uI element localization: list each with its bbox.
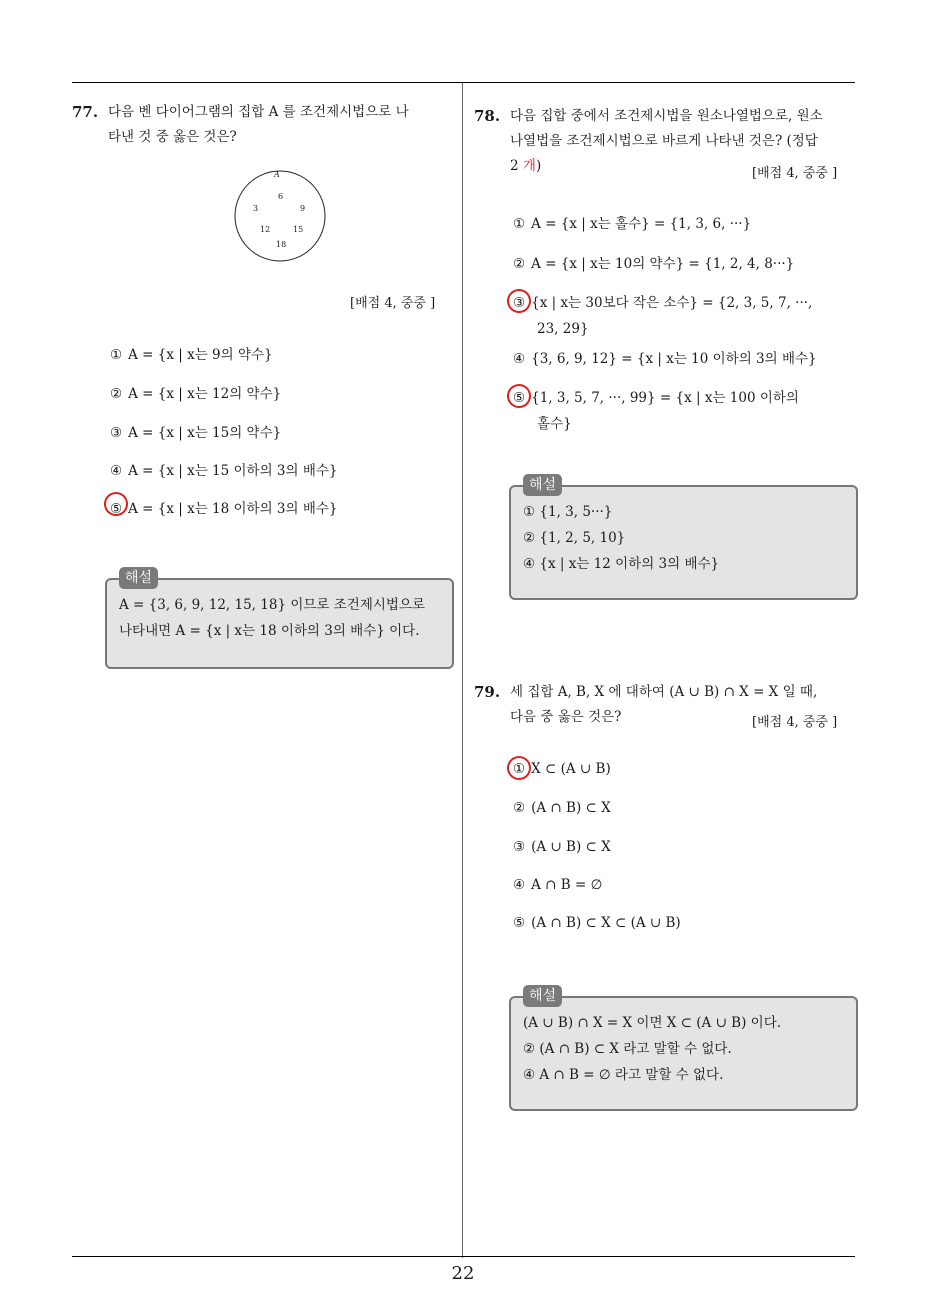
venn-element: 18 bbox=[276, 240, 287, 249]
question-text-line: 타낸 것 중 옳은 것은? bbox=[108, 129, 237, 145]
answer-circle-mark bbox=[101, 489, 132, 520]
choice-mark: ④ bbox=[513, 877, 526, 893]
choice-mark: ① bbox=[110, 347, 123, 363]
score-label: [배점 4, 중중 ] bbox=[752, 715, 838, 730]
choice-text: (A ∪ B) ⊂ X bbox=[531, 839, 611, 855]
choice-text: A = {x | x는 홀수} = {1, 3, 6, ···} bbox=[531, 216, 752, 232]
question-text-line: 나열법을 조건제시법으로 바르게 나타낸 것은? (정답 bbox=[510, 133, 818, 149]
explanation-line: ② (A ∩ B) ⊂ X 라고 말할 수 없다. bbox=[523, 1041, 732, 1057]
choice-mark: ③ bbox=[513, 295, 526, 311]
question-77 bbox=[72, 100, 453, 150]
venn-diagram bbox=[232, 168, 328, 264]
choice-3[interactable] bbox=[110, 421, 281, 441]
venn-set-label: A bbox=[274, 170, 280, 179]
choice-text: (A ∩ B) ⊂ X bbox=[531, 800, 611, 816]
question-text-line: 다음 중 옳은 것은? bbox=[510, 709, 622, 725]
choice-text: A ∩ B = ∅ bbox=[531, 877, 603, 893]
choice-mark: ④ bbox=[513, 351, 526, 367]
explanation-tag: 해설 bbox=[523, 985, 562, 1007]
choice-2[interactable] bbox=[513, 252, 794, 272]
explanation-line: (A ∪ B) ∩ X = X 이면 X ⊂ (A ∪ B) 이다. bbox=[523, 1015, 782, 1031]
choice-text: {3, 6, 9, 12} = {x | x는 10 이하의 3의 배수} bbox=[531, 351, 817, 367]
choice-text: (A ∩ B) ⊂ X ⊂ (A ∪ B) bbox=[531, 915, 681, 931]
choice-text: {1, 3, 5, 7, ···, 99} = {x | x는 100 이하의 bbox=[531, 390, 799, 406]
choice-5[interactable] bbox=[513, 915, 681, 931]
explanation-box bbox=[509, 477, 858, 600]
choice-mark: ① bbox=[513, 761, 526, 777]
question-77-stem bbox=[72, 100, 453, 150]
choice-mark: ① bbox=[513, 216, 526, 232]
choice-text: A = {x | x는 18 이하의 3의 배수} bbox=[128, 501, 338, 517]
choice-mark: ② bbox=[513, 256, 526, 272]
answer-circle-mark bbox=[504, 753, 535, 784]
explanation-line: ④ {x | x는 12 이하의 3의 배수} bbox=[523, 556, 720, 572]
question-text-fragment: ) bbox=[535, 158, 542, 174]
score-label: [배점 4, 중중 ] bbox=[752, 166, 838, 181]
explanation-tag: 해설 bbox=[119, 567, 158, 589]
question-text-line: 세 집합 A, B, X 에 대하여 (A ∪ B) ∩ X = X 일 때, bbox=[510, 684, 818, 700]
choice-mark: ④ bbox=[110, 463, 123, 479]
choice-text: {x | x는 30보다 작은 소수} = {2, 3, 5, 7, ···, bbox=[531, 295, 813, 311]
bottom-rule bbox=[72, 1256, 855, 1257]
choice-text: A = {x | x는 10의 약수} = {1, 2, 4, 8···} bbox=[531, 256, 795, 272]
venn-element: 3 bbox=[253, 204, 259, 213]
choice-3[interactable] bbox=[513, 839, 611, 855]
choice-mark: ③ bbox=[110, 425, 123, 441]
explanation-line: 나타내면 A = {x | x는 18 이하의 3의 배수} 이다. bbox=[119, 623, 420, 639]
choice-text-continued: 23, 29} bbox=[537, 321, 589, 337]
answer-count-highlight: 개 bbox=[522, 158, 536, 174]
choice-mark: ⑤ bbox=[513, 915, 526, 931]
choice-3[interactable] bbox=[513, 290, 812, 342]
explanation-line: ① {1, 3, 5···} bbox=[523, 504, 613, 520]
page-number: 22 bbox=[451, 1263, 475, 1284]
choice-2[interactable] bbox=[513, 800, 611, 816]
question-text-line: 다음 집합 중에서 조건제시법을 원소나열법으로, 원소 bbox=[510, 108, 823, 124]
explanation-line: ② {1, 2, 5, 10} bbox=[523, 530, 626, 546]
score-label: [배점 4, 중중 ] bbox=[350, 296, 436, 311]
choice-text: A = {x | x는 15의 약수} bbox=[128, 425, 282, 441]
choice-1[interactable] bbox=[513, 761, 611, 777]
question-text-line: 다음 벤 다이어그램의 집합 A 를 조건제시법으로 나 bbox=[108, 104, 409, 120]
choice-mark: ② bbox=[110, 386, 123, 402]
choice-1[interactable] bbox=[110, 343, 273, 363]
choice-2[interactable] bbox=[110, 382, 281, 402]
choice-5[interactable] bbox=[110, 497, 338, 517]
choice-4[interactable] bbox=[110, 459, 338, 479]
choice-text: A = {x | x는 12의 약수} bbox=[128, 386, 282, 402]
choice-text: X ⊂ (A ∪ B) bbox=[531, 761, 611, 777]
top-rule bbox=[72, 82, 855, 83]
choice-1[interactable] bbox=[513, 212, 751, 232]
explanation-box bbox=[105, 570, 454, 669]
choice-text: A = {x | x는 15 이하의 3의 배수} bbox=[128, 463, 338, 479]
explanation-line: ④ A ∩ B = ∅ 라고 말할 수 없다. bbox=[523, 1067, 724, 1083]
explanation-tag: 해설 bbox=[523, 474, 562, 496]
question-text-fragment: 2 bbox=[510, 158, 523, 174]
question-number: 79. bbox=[474, 683, 501, 701]
answer-circle-mark bbox=[504, 381, 535, 412]
venn-element: 6 bbox=[278, 192, 284, 201]
choice-5[interactable] bbox=[513, 385, 799, 437]
choice-mark: ⑤ bbox=[513, 390, 526, 406]
choice-text: A = {x | x는 9의 약수} bbox=[128, 347, 273, 363]
choice-text-continued: 홀수} bbox=[537, 416, 572, 432]
choice-mark: ⑤ bbox=[110, 501, 123, 517]
explanation-box bbox=[509, 988, 858, 1111]
column-divider bbox=[462, 83, 463, 1258]
choice-mark: ③ bbox=[513, 839, 526, 855]
venn-element: 15 bbox=[293, 225, 304, 234]
venn-element: 12 bbox=[260, 225, 271, 234]
choice-4[interactable] bbox=[513, 877, 602, 893]
venn-element: 9 bbox=[300, 204, 306, 213]
question-number: 78. bbox=[474, 107, 501, 125]
choice-mark: ② bbox=[513, 800, 526, 816]
choice-4[interactable] bbox=[513, 347, 817, 367]
question-number: 77. bbox=[72, 103, 99, 121]
answer-circle-mark bbox=[504, 286, 535, 317]
explanation-line: A = {3, 6, 9, 12, 15, 18} 이므로 조건제시법으로 bbox=[119, 597, 426, 613]
